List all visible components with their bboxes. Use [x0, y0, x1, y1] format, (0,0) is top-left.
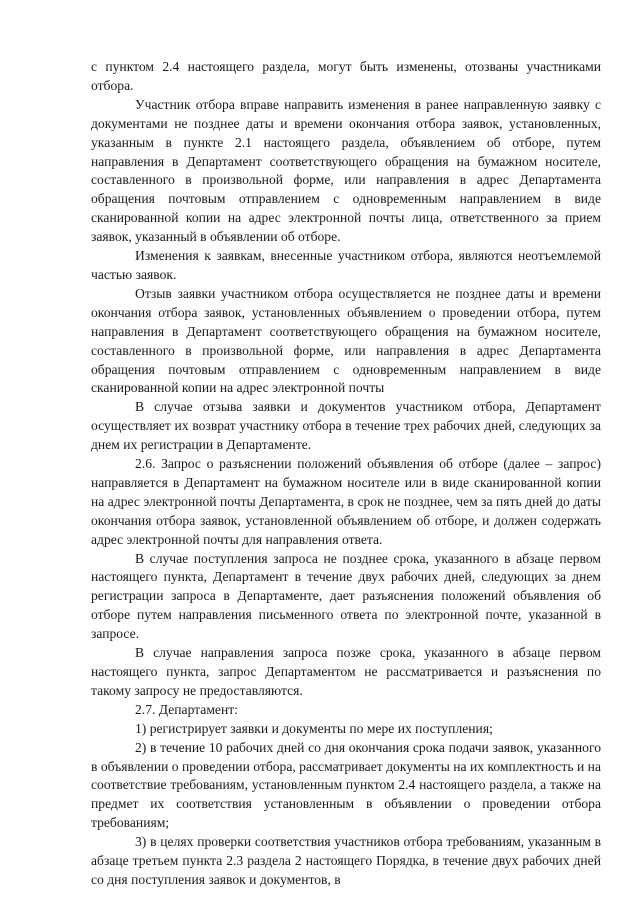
list-item-1: 1) регистрирует заявки и документы по мере их поступления;	[135, 720, 493, 736]
paragraph-changes-to-application: Участник отбора вправе направить изменения в ранее направленную заявку с документами не позднее даты и времени окончания отбора заявок, установленных, указанным в пункте 2.1 настоящего раздела, объявлением об отборе, путем направления в Департамент соответствующего обращения на бумажном носителе, составленного в произвольной форме, или направления в адрес Департамента обращения почтовым отправлением с одновременным направлением в виде сканированной копии на адрес электронной почты лица, ответственного за прием заявок, указанный в объявлении об отборе.	[91, 96, 601, 245]
paragraph-clarification-response: В случае поступления запроса не позднее срока, указанного в абзаце первом настоящего пункта, Департамент в течение двух рабочих дней, следующих за днем регистрации запроса в Департаменте, дает разъяснения положений объявления об отборе путем направления письменного ответа по электронной почте, указанной в запросе.	[91, 550, 601, 642]
paragraph-withdrawal-return: В случае отзыва заявки и документов участником отбора, Департамент осуществляет их возврат участнику отбора в течение трех рабочих дней, следующих за днем их регистрации в Департаменте.	[91, 399, 601, 453]
list-item-2: 2) в течение 10 рабочих дней со дня окончания срока подачи заявок, указанного в объявлении о проведении отбора, рассматривает документы на их комплектность и на соответствие требованиям, установленным пунктом 2.4 настоящего раздела, а также на предмет их соответствия установленным в объявлении о проведении отбора требованиям;	[91, 739, 601, 831]
list-item-3: 3) в целях проверки соответствия участников отбора требованиям, указанным в абзаце третьем пункта 2.3 раздела 2 настоящего Порядка, в течение двух рабочих дней со дня поступления заявок и документов, в	[91, 834, 601, 887]
document-page	[91, 58, 601, 890]
paragraph-late-request: В случае направления запроса позже срока, указанного в абзаце первом настоящего пункта, запрос Департаментом не рассматривается и разъяснения по такому запросу не предоставляются.	[91, 645, 601, 698]
paragraph-2-6-clarification-request: 2.6. Запрос о разъяснении положений объявления об отборе (далее – запрос) направляется в Департамент на бумажном носителе или в виде сканированной копии на адрес электронной почты Департамента, в срок не позднее, чем за пять дней до даты окончания отбора заявок, установленной объявлением об отборе, и должен содержать адрес электронной почты для направления ответа.	[91, 456, 601, 547]
paragraph-changes-integral-part: Изменения к заявкам, внесенные участником отбора, являются неотъемлемой частью заявок.	[91, 248, 601, 282]
paragraph-withdrawal: Отзыв заявки участником отбора осуществляется не позднее даты и времени окончания отбора заявок, установленных объявлением о проведении отбора, путем направления в Департамент соответствующего обращения на бумажном носителе, составленного в произвольной форме, или направления в адрес Департамента обращения почтовым отправлением с одновременным направлением в виде сканированной копии на адрес электронной почты	[91, 285, 601, 396]
paragraph-continuation: с пунктом 2.4 настоящего раздела, могут быть изменены, отозваны участниками отбора.	[91, 59, 601, 93]
paragraph-2-7-heading: 2.7. Департамент:	[135, 701, 238, 717]
